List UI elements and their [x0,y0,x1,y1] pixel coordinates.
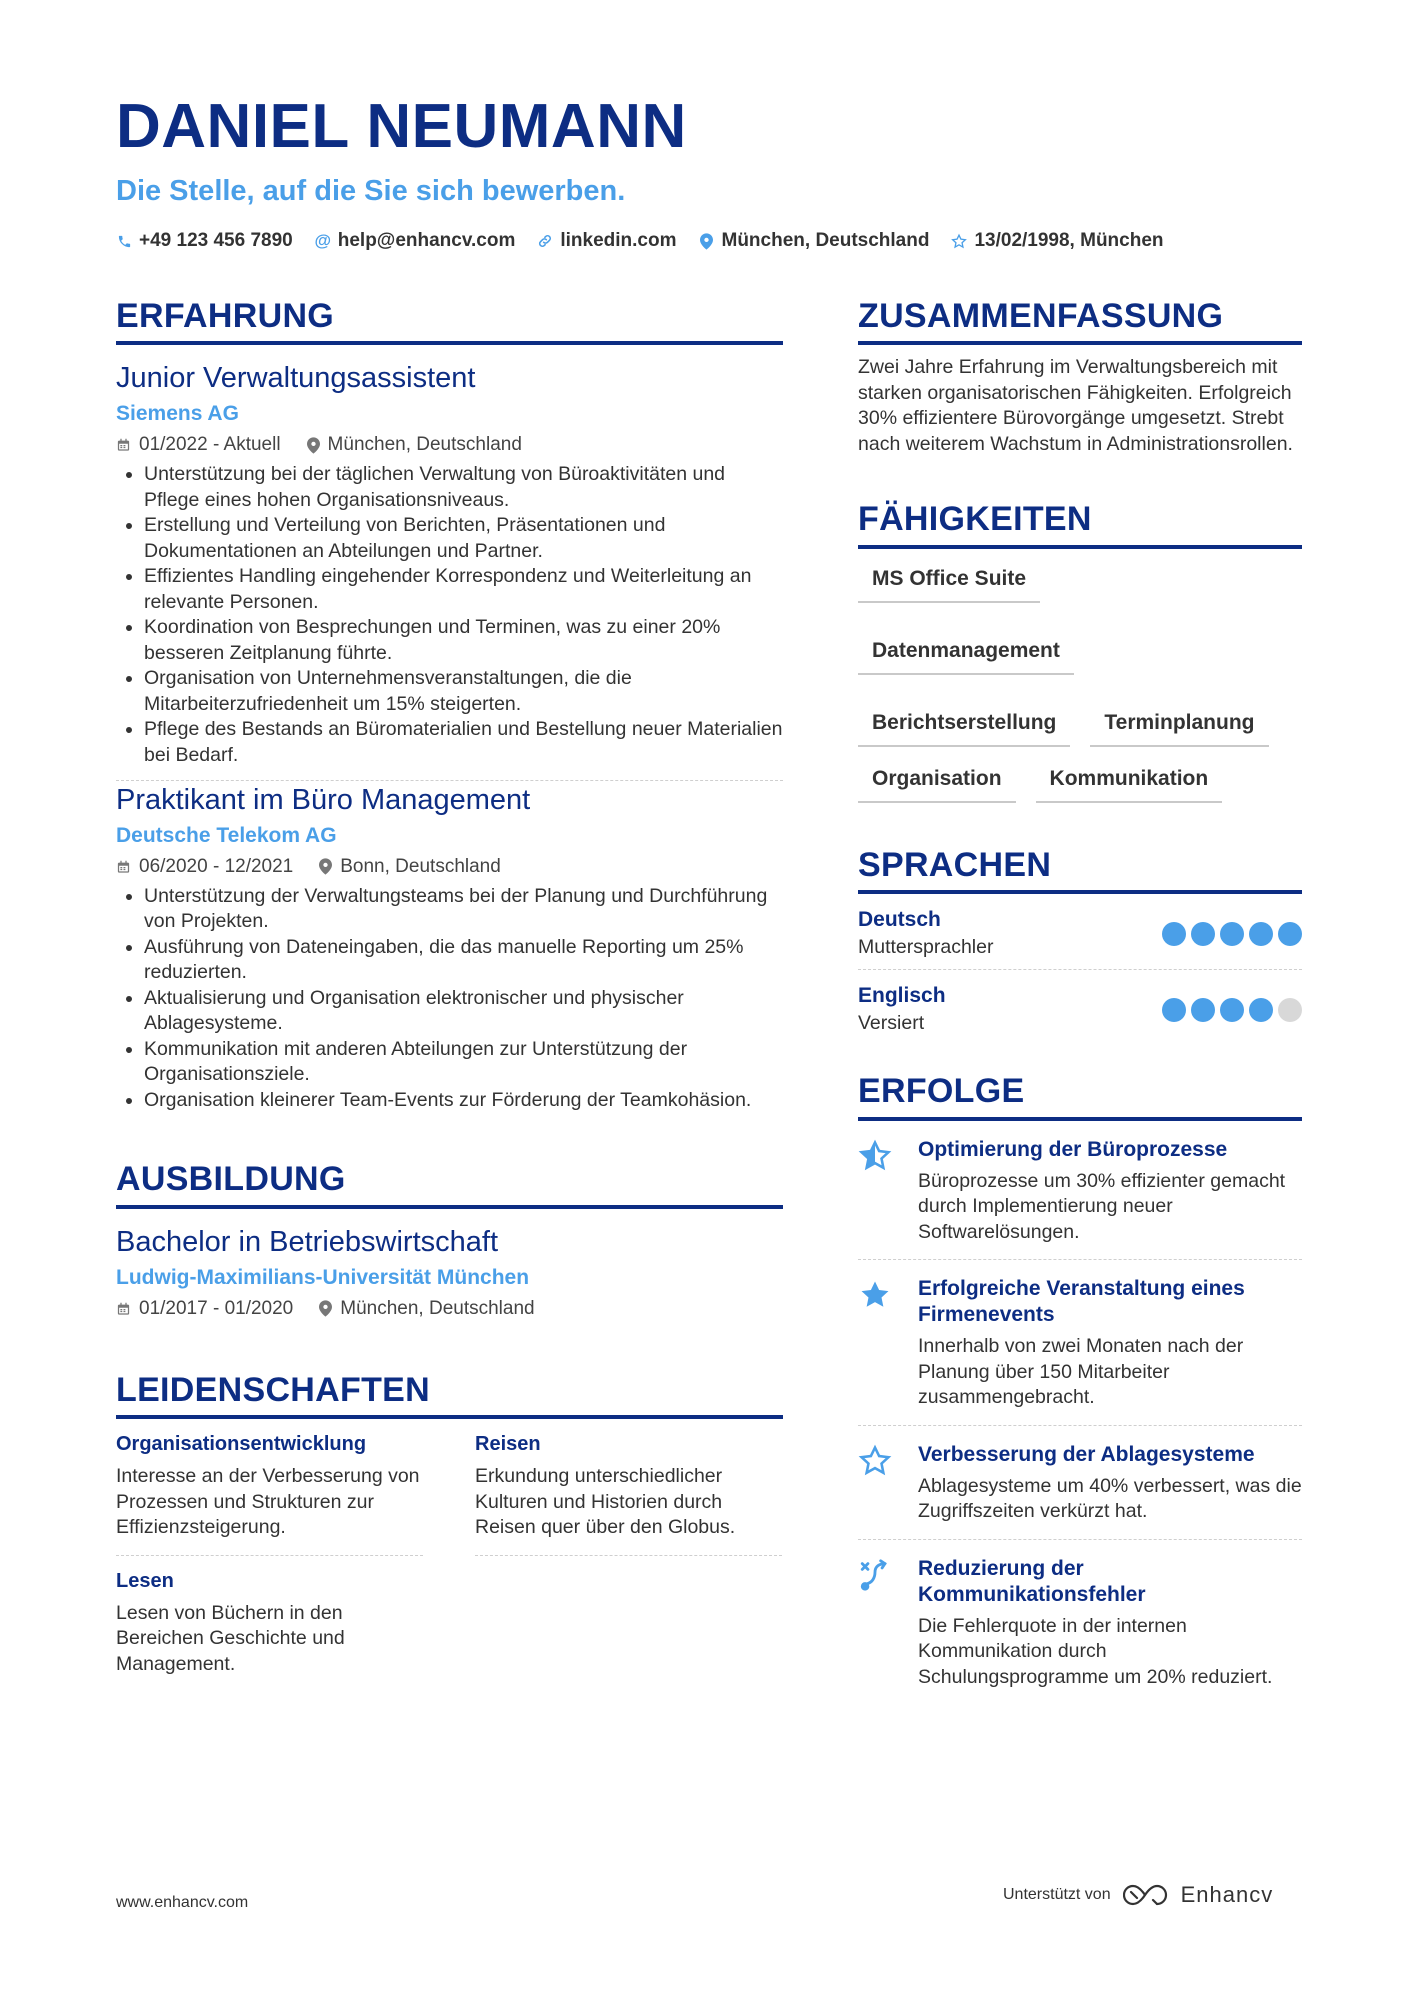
left-column [116,298,783,1705]
job-location-text: Bonn, Deutschland [340,855,501,877]
job-dates-text: 01/2022 - Aktuell [139,434,281,456]
education-heading: AUSBILDUNG [116,1161,783,1208]
company-name: Siemens AG [116,402,239,426]
rating-dot-filled [1162,998,1186,1022]
job-dates [116,856,293,878]
right-column [858,298,1302,1704]
bullet: • Aktualisierung und Organisation elektronischer und physischer Ablagesysteme. [144,986,783,1037]
bullet: • Kommunikation mit anderen Abteilungen zur Unterstützung der Organisationsziele. [144,1037,783,1088]
skill-tag: Kommunikation [1036,763,1223,803]
skill-tag: Organisation [858,763,1016,803]
job-bullets [116,462,783,768]
rating-dot-filled [1191,998,1215,1022]
job-dates-text: 06/2020 - 12/2021 [139,855,294,877]
education-dates [116,1298,293,1320]
location-pin-icon [699,232,715,250]
skill-tag: MS Office Suite [858,563,1040,603]
skill-tag: Datenmanagement [858,635,1074,675]
achievement-title: Reduzierung der Kommunikationsfehler [918,1556,1146,1606]
achievements-section [858,1073,1302,1704]
education-section [116,1161,783,1331]
phone-text: +49 123 456 7890 [139,230,293,251]
bullet: • Effizientes Handling eingehender Korrespondenz und Weiterleitung an relevante Personen. [144,564,783,615]
interest-desc: Interesse an der Verbesserung von Prozessen und Strukturen zur Effizienzsteigerung. [116,1465,420,1539]
summary-heading: ZUSAMMENFASSUNG [858,298,1302,345]
interest-title: Lesen [116,1569,174,1592]
achievement-title: Verbesserung der Ablagesysteme [918,1442,1255,1466]
language-name: Deutsch [858,908,941,932]
location-pin-icon [319,858,332,875]
job-dates [116,434,281,456]
footer-website[interactable]: www.enhancv.com [116,1894,249,1911]
candidate-name: DANIEL NEUMANN [116,92,687,161]
achievement-desc: Die Fehlerquote in der internen Kommunikation durch Schulungsprogramme um 20% reduziert. [918,1614,1273,1688]
experience-section [116,298,783,1125]
bullet: • Ausführung von Dateneingaben, die das manuelle Reporting um 25% reduzierten. [144,935,783,986]
phone-icon [116,232,132,250]
target-position: Die Stelle, auf die Sie sich bewerben. [116,175,626,207]
school-name: Ludwig-Maximilians-Universität München [116,1265,530,1289]
skill-tag: Terminplanung [1090,707,1268,747]
experience-entry [116,361,783,781]
job-location-text: München, Deutschland [327,434,522,456]
interest-title: Reisen [475,1433,541,1456]
link-icon [537,232,553,250]
achievements-heading: ERFOLGE [858,1073,1302,1120]
birth-text: 13/02/1998, München [974,230,1164,251]
location-pin-icon [307,437,320,454]
language-item [858,970,1302,1045]
strategy-icon [858,1556,900,1691]
calendar-icon [116,437,131,453]
rating-dot-filled [1191,922,1215,946]
star-filled-icon [858,1276,900,1411]
education-entry [116,1225,783,1332]
achievement-item [858,1260,1302,1426]
contact-email[interactable] [315,230,516,252]
powered-by-label: Unterstützt von [1003,1886,1111,1903]
skills-list [858,563,1302,803]
interest-desc: Erkundung unterschiedlicher Kulturen und Historien durch Reisen quer über den Globus. [475,1465,736,1539]
achievement-item [858,1121,1302,1261]
rating-dot-filled [1278,922,1302,946]
contact-location [699,230,930,252]
bullet: • Organisation von Unternehmensveranstaltungen, die die Mitarbeiterzufriedenheit um 15% steigerten. [144,666,783,717]
bullet: • Pflege des Bestands an Büromaterialien und Bestellung neuer Materialien bei Bedarf. [144,717,783,768]
achievement-item [858,1540,1302,1705]
location-pin-icon [319,1300,332,1317]
achievement-title: Optimierung der Büroprozesse [918,1137,1228,1161]
rating-dot-filled [1220,922,1244,946]
language-name: Englisch [858,984,946,1008]
rating-dot-empty [1278,998,1302,1022]
achievement-desc: Ablagesysteme um 40% verbessert, was die Zugriffszeiten verkürzt hat. [918,1474,1302,1523]
interest-item [116,1433,423,1556]
bullet: • Unterstützung bei der täglichen Verwaltung von Büroaktivitäten und Pflege eines hohen Organisationsniveaus. [144,462,783,513]
location-text: München, Deutschland [721,230,930,251]
achievement-desc: Innerhalb von zwei Monaten nach der Planung über 150 Mitarbeiter zusammengebracht. [918,1335,1244,1409]
star-outline-icon [858,1442,900,1525]
language-level: Muttersprachler [858,936,994,959]
summary-text: Zwei Jahre Erfahrung im Verwaltungsbereich mit starken organisatorischen Fähigkeiten. Erfolgreich 30% effizientere Bürovorgänge umgesetzt. Strebt nach weiterem Wachstum in Administrationsrollen. [858,356,1293,455]
interest-item [116,1570,423,1692]
email-text: help@enhancv.com [337,230,516,251]
education-dates-text: 01/2017 - 01/2020 [139,1297,294,1319]
linkedin-text: linkedin.com [560,230,677,251]
bullet: • Unterstützung der Verwaltungsteams bei der Planung und Durchführung von Projekten. [144,884,783,935]
languages-section [858,847,1302,1045]
job-location [319,856,501,878]
summary-section [858,298,1302,457]
calendar-icon [116,859,131,875]
job-bullets [116,884,783,1114]
languages-heading: SPRACHEN [858,847,1302,894]
bullet: • Koordination von Besprechungen und Terminen, was zu einer 20% besseren Zeitplanung führte. [144,615,783,666]
skills-section [858,501,1302,802]
interest-item [475,1433,782,1556]
brand-name: Enhancv [1180,1882,1274,1907]
language-rating [1162,998,1302,1022]
company-name: Deutsche Telekom AG [116,823,337,847]
calendar-icon [116,1301,131,1317]
skills-heading: FÄHIGKEITEN [858,501,1302,548]
at-icon: @ [314,231,332,250]
bullet: • Erstellung und Verteilung von Berichten, Präsentationen und Dokumentationen an Abteilungen und Partner. [144,513,783,564]
interests-grid [116,1433,783,1705]
experience-heading: ERFAHRUNG [116,298,783,345]
education-meta [116,1298,783,1320]
star-half-icon [858,1137,900,1246]
job-meta [116,856,783,878]
rating-dot-filled [1162,922,1186,946]
job-location [307,434,522,456]
language-rating [1162,922,1302,946]
language-item [858,894,1302,970]
job-meta [116,434,783,456]
experience-entry [116,783,783,1125]
enhancv-logo-icon [1123,1882,1169,1908]
bullet: • Organisation kleinerer Team-Events zur Förderung der Teamkohäsion. [144,1088,783,1114]
interests-heading: LEIDENSCHAFTEN [116,1372,783,1419]
contact-bar [116,230,1164,252]
achievement-title: Erfolgreiche Veranstaltung eines Firmenevents [918,1277,1245,1327]
footer-powered-by [1003,1882,1273,1908]
interest-desc: Lesen von Büchern in den Bereichen Geschichte und Management. [116,1601,345,1675]
rating-dot-filled [1220,998,1244,1022]
interests-section [116,1372,783,1705]
rating-dot-filled [1249,998,1273,1022]
star-icon [951,232,967,250]
education-location-text: München, Deutschland [340,1297,535,1319]
contact-linkedin[interactable] [537,230,676,252]
language-level: Versiert [858,1012,925,1035]
education-location [319,1298,534,1320]
contact-birth [951,230,1163,252]
job-title: Praktikant im Büro Management [116,784,531,817]
skill-tag: Berichtserstellung [858,707,1070,747]
contact-phone[interactable] [116,230,293,252]
rating-dot-filled [1249,922,1273,946]
achievement-item [858,1426,1302,1540]
achievement-desc: Büroprozesse um 30% effizienter gemacht durch Implementierung neuer Softwarelösungen. [918,1169,1286,1243]
interest-title: Organisationsentwicklung [116,1433,367,1456]
job-title: Junior Verwaltungsassistent [116,362,476,395]
degree-title: Bachelor in Betriebswirtschaft [116,1225,498,1258]
